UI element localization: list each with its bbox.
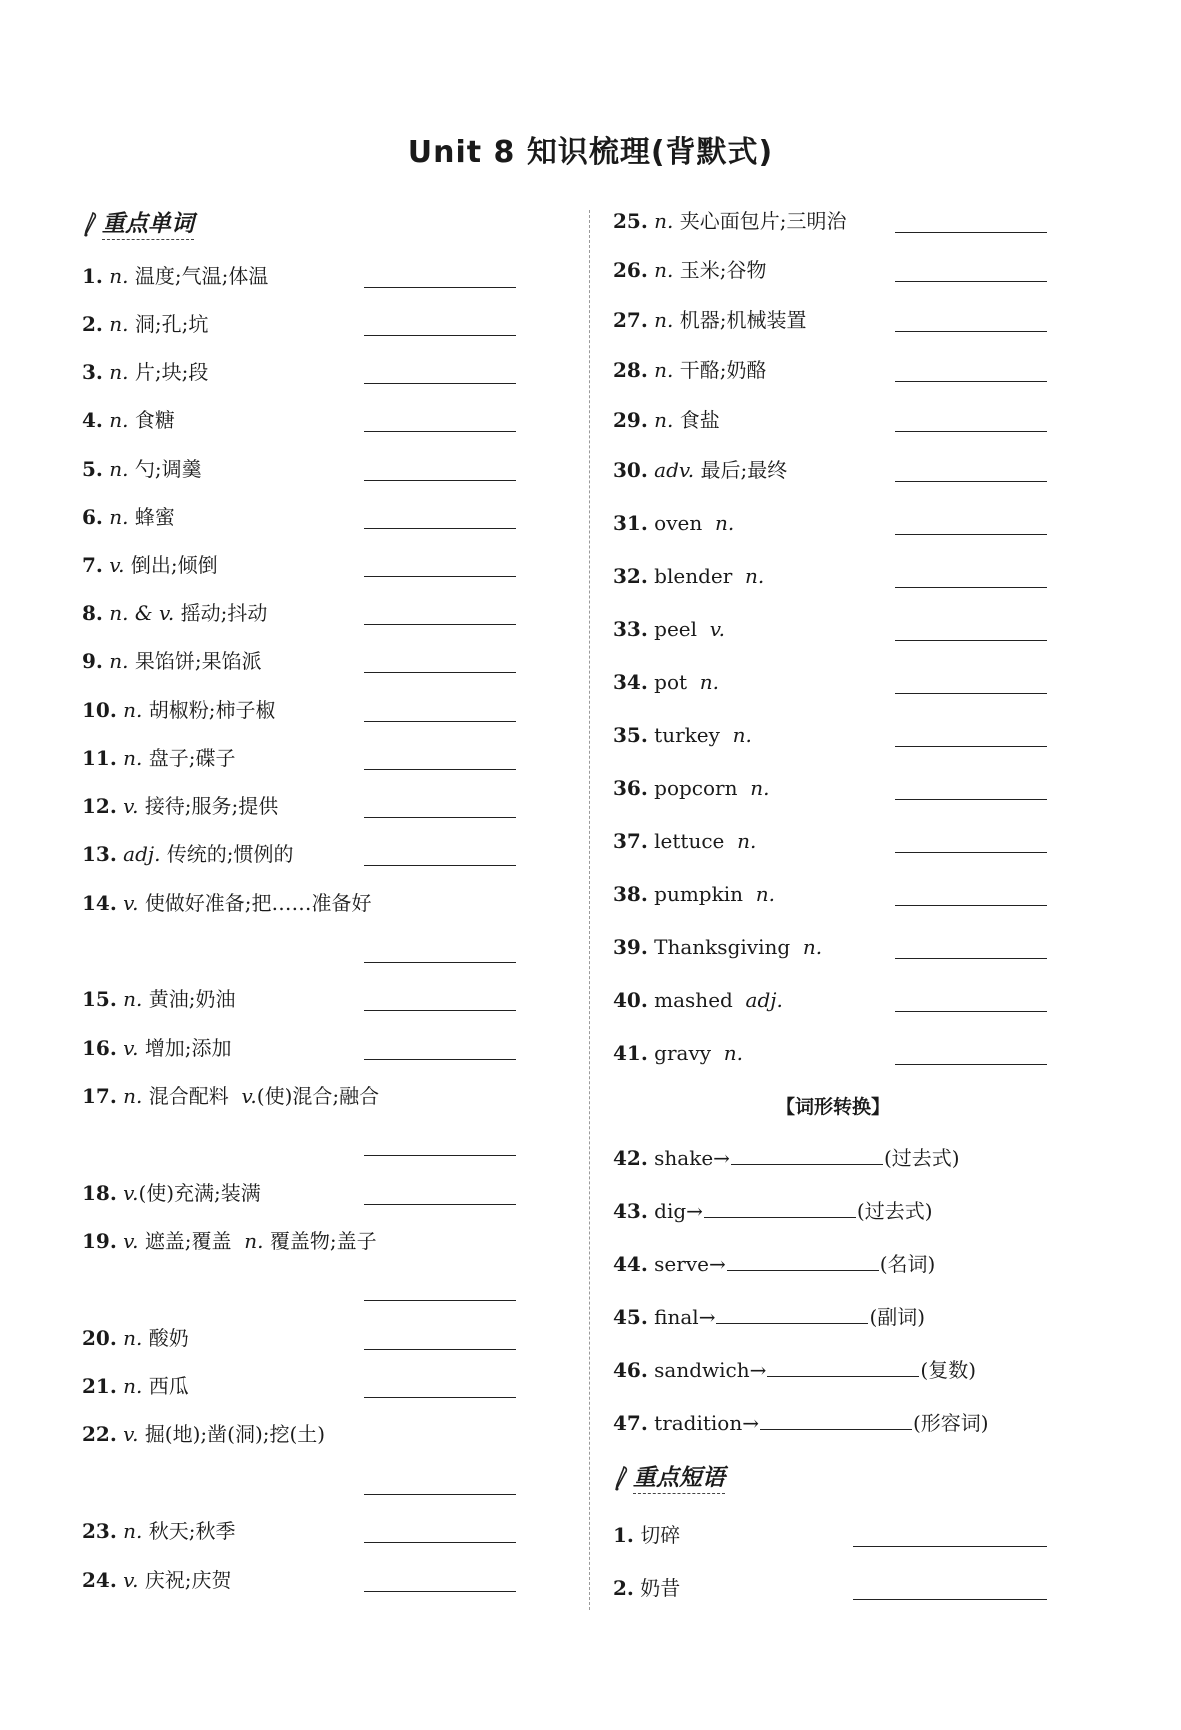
- item-number: 29.: [613, 408, 648, 432]
- item-pos: v.: [109, 553, 125, 577]
- answer-blank-28[interactable]: [895, 381, 1047, 382]
- answer-blank-13[interactable]: [364, 865, 516, 866]
- vocab-item-25: [613, 208, 847, 234]
- item-meaning: 倒出;倾倒: [130, 553, 218, 577]
- answer-blank-17[interactable]: [364, 1155, 516, 1156]
- item-number: 34.: [613, 670, 648, 694]
- item-meaning: 食盐: [679, 408, 720, 432]
- item-number: 21.: [82, 1374, 117, 1398]
- vocab-item-27: [613, 307, 807, 333]
- item-pos: n.: [123, 1084, 143, 1108]
- answer-blank-16[interactable]: [364, 1059, 516, 1060]
- item-number: 19.: [82, 1229, 117, 1253]
- item-pos: adj.: [123, 842, 161, 866]
- item-number: 23.: [82, 1519, 117, 1543]
- answer-blank-26[interactable]: [895, 281, 1047, 282]
- answer-blank-43[interactable]: [704, 1199, 856, 1218]
- item-number: 26.: [613, 258, 648, 282]
- answer-blank-40[interactable]: [895, 1011, 1047, 1012]
- item-pos: n.: [745, 564, 765, 588]
- answer-blank-22[interactable]: [364, 1494, 516, 1495]
- vocab-item-2: [82, 311, 208, 337]
- item-number: 37.: [613, 829, 648, 853]
- item-pos: n.: [654, 258, 674, 282]
- item-meaning: 切碎: [640, 1523, 681, 1547]
- item-number: 46.: [613, 1358, 648, 1382]
- vocab-item-7: [82, 552, 218, 578]
- item-meaning: 遮盖;覆盖: [144, 1229, 232, 1253]
- item-meaning: 西瓜: [148, 1374, 189, 1398]
- answer-blank-32[interactable]: [895, 587, 1047, 588]
- vocab-item-38: [613, 881, 775, 907]
- item-pos: adv.: [654, 458, 695, 482]
- item-word: blender: [654, 564, 733, 588]
- answer-blank-30[interactable]: [895, 481, 1047, 482]
- item-pos: n.: [714, 511, 735, 535]
- vocab-item-22: [82, 1421, 325, 1447]
- vocab-item-26: [613, 257, 767, 283]
- item-number: 10.: [82, 698, 117, 722]
- item-pos: n.: [109, 505, 129, 529]
- item-meaning: 夹心面包片;三明治: [679, 209, 847, 233]
- item-pos: n.: [750, 776, 770, 800]
- item-number: 7.: [82, 553, 103, 577]
- item-pos: v.: [123, 794, 139, 818]
- item-word: popcorn: [654, 776, 738, 800]
- vocab-item-12: [82, 793, 278, 819]
- vocab-item-33: [613, 616, 725, 642]
- vocab-item-4: [82, 407, 175, 433]
- vocab-item-17: [82, 1083, 379, 1109]
- item-number: 3.: [82, 360, 103, 384]
- answer-blank-21[interactable]: [364, 1397, 516, 1398]
- phrase-item-2: [613, 1575, 680, 1601]
- item-number: 32.: [613, 564, 648, 588]
- item-pos: n.: [109, 264, 129, 288]
- item-meaning: 奶昔: [640, 1576, 681, 1600]
- item-number: 31.: [613, 511, 648, 535]
- item-word: dig→: [654, 1199, 703, 1223]
- item-number: 1.: [613, 1523, 634, 1547]
- item-word: serve→: [654, 1252, 726, 1276]
- vocab-item-28: [613, 357, 767, 383]
- vocab-item-11: [82, 745, 236, 771]
- item-number: 41.: [613, 1041, 648, 1065]
- item-meaning: 传统的;惯例的: [166, 842, 294, 866]
- vocab-item-16: [82, 1035, 232, 1061]
- item-meaning: 洞;孔;坑: [134, 312, 209, 336]
- item-meaning-2: (使)混合;融合: [256, 1084, 380, 1108]
- item-word: shake→: [654, 1146, 730, 1170]
- item-number: 1.: [82, 264, 103, 288]
- vocab-item-29: [613, 407, 720, 433]
- vocab-item-21: [82, 1373, 189, 1399]
- conversion-item-42: [613, 1145, 960, 1171]
- item-pos: n.: [654, 308, 674, 332]
- item-meaning: 摇动;抖动: [180, 601, 268, 625]
- item-pos: n.: [755, 882, 775, 906]
- vocab-item-5: [82, 456, 202, 482]
- item-meaning: 蜂蜜: [134, 505, 175, 529]
- answer-blank-24[interactable]: [364, 1591, 516, 1592]
- item-number: 38.: [613, 882, 648, 906]
- item-meaning: (使)充满;装满: [138, 1181, 261, 1205]
- item-number: 36.: [613, 776, 648, 800]
- item-meaning: 食糖: [134, 408, 175, 432]
- item-number: 15.: [82, 987, 117, 1011]
- item-meaning: 酸奶: [148, 1326, 189, 1350]
- vocab-item-30: [613, 457, 787, 483]
- item-number: 9.: [82, 649, 103, 673]
- item-pos: n.: [654, 408, 674, 432]
- item-word: oven: [654, 511, 703, 535]
- item-meaning: 机器;机械装置: [679, 308, 807, 332]
- item-number: 44.: [613, 1252, 648, 1276]
- answer-blank-46[interactable]: [767, 1358, 919, 1377]
- vocab-item-32: [613, 563, 764, 589]
- answer-blank-8[interactable]: [364, 624, 516, 625]
- item-pos: n. & v.: [109, 601, 175, 625]
- item-pos: v.: [123, 1036, 139, 1060]
- item-word: pumpkin: [654, 882, 744, 906]
- item-hint: (形容词): [913, 1411, 989, 1435]
- vocab-item-9: [82, 648, 262, 674]
- item-meaning: 胡椒粉;柿子椒: [148, 698, 276, 722]
- vocab-item-8: [82, 600, 267, 626]
- item-word: Thanksgiving: [654, 935, 791, 959]
- answer-blank-45[interactable]: [716, 1305, 868, 1324]
- item-word: mashed: [654, 988, 733, 1012]
- answer-blank-9[interactable]: [364, 672, 516, 673]
- answer-blank-3[interactable]: [364, 383, 516, 384]
- answer-blank-35[interactable]: [895, 746, 1047, 747]
- item-pos: n.: [123, 698, 143, 722]
- item-number: 5.: [82, 457, 103, 481]
- item-pos: n.: [654, 358, 674, 382]
- conversion-item-43: [613, 1198, 933, 1224]
- item-number: 2.: [82, 312, 103, 336]
- item-number: 6.: [82, 505, 103, 529]
- vocab-item-18: [82, 1180, 261, 1206]
- item-pos: n.: [699, 670, 720, 694]
- item-pos: v.: [123, 1568, 139, 1592]
- item-number: 33.: [613, 617, 648, 641]
- item-pos: v.: [123, 1229, 139, 1253]
- answer-blank-37[interactable]: [895, 852, 1047, 853]
- item-pos: v.: [123, 1422, 139, 1446]
- item-pos-2: n.: [244, 1229, 264, 1253]
- item-word: turkey: [654, 723, 720, 747]
- item-number: 25.: [613, 209, 648, 233]
- item-meaning: 混合配料: [148, 1084, 229, 1108]
- answer-blank-42[interactable]: [731, 1146, 883, 1165]
- vocab-item-15: [82, 986, 236, 1012]
- item-meaning-2: 覆盖物;盖子: [269, 1229, 377, 1253]
- vocab-item-24: [82, 1567, 232, 1593]
- conversion-item-45: [613, 1304, 925, 1330]
- item-hint: (名词): [879, 1252, 936, 1276]
- item-pos: n.: [123, 746, 143, 770]
- item-number: 4.: [82, 408, 103, 432]
- answer-blank-31[interactable]: [895, 534, 1047, 535]
- answer-blank-14[interactable]: [364, 962, 516, 963]
- answer-blank-19[interactable]: [364, 1300, 516, 1301]
- item-pos: n.: [123, 987, 143, 1011]
- item-number: 28.: [613, 358, 648, 382]
- item-pos: n.: [802, 935, 823, 959]
- answer-blank-27[interactable]: [895, 331, 1047, 332]
- answer-blank-25[interactable]: [895, 232, 1047, 233]
- vocab-item-37: [613, 828, 756, 854]
- answer-blank-5[interactable]: [364, 480, 516, 481]
- answer-blank-12[interactable]: [364, 817, 516, 818]
- item-word: final→: [654, 1305, 716, 1329]
- item-hint: (复数): [920, 1358, 976, 1382]
- item-number: 17.: [82, 1084, 117, 1108]
- item-pos: n.: [123, 1519, 143, 1543]
- item-meaning: 使做好准备;把……准备好: [144, 891, 372, 915]
- item-meaning: 盘子;碟子: [148, 746, 236, 770]
- item-number: 42.: [613, 1146, 648, 1170]
- item-word: peel: [654, 617, 698, 641]
- answer-blank-39[interactable]: [895, 958, 1047, 959]
- item-hint: (过去式): [883, 1146, 960, 1170]
- item-pos: n.: [654, 209, 674, 233]
- item-number: 18.: [82, 1181, 117, 1205]
- answer-blank-10[interactable]: [364, 721, 516, 722]
- vocab-item-34: [613, 669, 719, 695]
- item-pos: n.: [109, 360, 129, 384]
- item-meaning: 干酪;奶酪: [679, 358, 767, 382]
- section-title-words: 重点单词: [102, 211, 194, 240]
- phrase-blank-1[interactable]: [853, 1546, 1047, 1547]
- item-hint: (副词): [869, 1305, 926, 1329]
- item-hint: (过去式): [856, 1199, 933, 1223]
- pen-icon: [613, 1466, 629, 1492]
- item-number: 30.: [613, 458, 648, 482]
- item-number: 40.: [613, 988, 648, 1012]
- answer-blank-15[interactable]: [364, 1010, 516, 1011]
- vocab-item-3: [82, 359, 208, 385]
- conversion-item-46: [613, 1357, 976, 1383]
- item-number: 22.: [82, 1422, 117, 1446]
- vocab-item-1: [82, 263, 268, 289]
- item-number: 35.: [613, 723, 648, 747]
- conversion-item-47: [613, 1410, 989, 1436]
- item-meaning: 秋天;秋季: [148, 1519, 236, 1543]
- answer-blank-23[interactable]: [364, 1542, 516, 1543]
- item-number: 14.: [82, 891, 117, 915]
- page-title: Unit 8 知识梳理(背默式): [407, 135, 774, 170]
- item-pos: n.: [109, 408, 129, 432]
- answer-blank-36[interactable]: [895, 799, 1047, 800]
- item-word: lettuce: [654, 829, 725, 853]
- item-pos: n.: [109, 649, 129, 673]
- answer-blank-2[interactable]: [364, 335, 516, 336]
- answer-blank-47[interactable]: [760, 1411, 912, 1430]
- answer-blank-20[interactable]: [364, 1349, 516, 1350]
- vocab-item-10: [82, 697, 276, 723]
- item-meaning: 果馅饼;果馅派: [134, 649, 262, 673]
- item-pos: n.: [737, 829, 757, 853]
- item-number: 39.: [613, 935, 648, 959]
- item-pos: v.: [123, 891, 139, 915]
- item-word: gravy: [654, 1041, 712, 1065]
- conversion-item-44: [613, 1251, 935, 1277]
- item-number: 11.: [82, 746, 117, 770]
- item-pos-2: v.: [241, 1084, 257, 1108]
- answer-blank-11[interactable]: [364, 769, 516, 770]
- vocab-item-39: [613, 934, 822, 960]
- answer-blank-44[interactable]: [727, 1252, 879, 1271]
- item-number: 2.: [613, 1576, 634, 1600]
- column-divider: [589, 210, 590, 1610]
- answer-blank-18[interactable]: [364, 1204, 516, 1205]
- item-number: 13.: [82, 842, 117, 866]
- item-pos: n.: [123, 1326, 143, 1350]
- section-title-phrases: 重点短语: [633, 1465, 725, 1494]
- section-header-phrases: [613, 1462, 725, 1496]
- item-pos: v.: [123, 1181, 139, 1205]
- item-meaning: 玉米;谷物: [679, 258, 767, 282]
- vocab-item-13: [82, 841, 294, 867]
- phrase-item-1: [613, 1522, 680, 1548]
- vocab-item-23: [82, 1518, 236, 1544]
- item-word: sandwich→: [654, 1358, 767, 1382]
- item-pos: n.: [732, 723, 752, 747]
- section-header-words: [82, 208, 194, 242]
- item-number: 20.: [82, 1326, 117, 1350]
- item-number: 47.: [613, 1411, 648, 1435]
- answer-blank-33[interactable]: [895, 640, 1047, 641]
- item-word: tradition→: [654, 1411, 759, 1435]
- vocab-item-40: [613, 987, 783, 1013]
- item-meaning: 勺;调羹: [134, 457, 202, 481]
- item-meaning: 庆祝;庆贺: [144, 1568, 232, 1592]
- answer-blank-4[interactable]: [364, 431, 516, 432]
- vocab-item-36: [613, 775, 769, 801]
- item-number: 12.: [82, 794, 117, 818]
- item-meaning: 接待;服务;提供: [144, 794, 279, 818]
- vocab-item-20: [82, 1325, 189, 1351]
- item-pos: n.: [123, 1374, 143, 1398]
- answer-blank-41[interactable]: [895, 1064, 1047, 1065]
- item-pos: n.: [109, 457, 129, 481]
- pen-icon: [82, 212, 98, 238]
- item-number: 24.: [82, 1568, 117, 1592]
- item-number: 45.: [613, 1305, 648, 1329]
- conversion-heading: 【词形转换】: [775, 1096, 890, 1118]
- answer-blank-38[interactable]: [895, 905, 1047, 906]
- item-meaning: 片;块;段: [134, 360, 209, 384]
- vocab-item-19: [82, 1228, 377, 1254]
- answer-blank-7[interactable]: [364, 576, 516, 577]
- item-pos: v.: [709, 617, 726, 641]
- item-meaning: 增加;添加: [144, 1036, 232, 1060]
- item-word: pot: [654, 670, 688, 694]
- item-pos: n.: [723, 1041, 744, 1065]
- item-meaning: 最后;最终: [700, 458, 788, 482]
- item-meaning: 掘(地);凿(洞);挖(土): [144, 1422, 326, 1446]
- item-number: 16.: [82, 1036, 117, 1060]
- phrase-blank-2[interactable]: [853, 1599, 1047, 1600]
- vocab-item-41: [613, 1040, 743, 1066]
- answer-blank-34[interactable]: [895, 693, 1047, 694]
- vocab-item-14: [82, 890, 372, 916]
- answer-blank-29[interactable]: [895, 431, 1047, 432]
- item-meaning: 黄油;奶油: [148, 987, 236, 1011]
- vocab-item-35: [613, 722, 752, 748]
- vocab-item-6: [82, 504, 175, 530]
- answer-blank-1[interactable]: [364, 287, 516, 288]
- item-meaning: 温度;气温;体温: [134, 264, 269, 288]
- vocab-item-31: [613, 510, 734, 536]
- item-pos: n.: [109, 312, 129, 336]
- item-number: 43.: [613, 1199, 648, 1223]
- answer-blank-6[interactable]: [364, 528, 516, 529]
- item-pos: adj.: [745, 988, 783, 1012]
- item-number: 27.: [613, 308, 648, 332]
- item-number: 8.: [82, 601, 103, 625]
